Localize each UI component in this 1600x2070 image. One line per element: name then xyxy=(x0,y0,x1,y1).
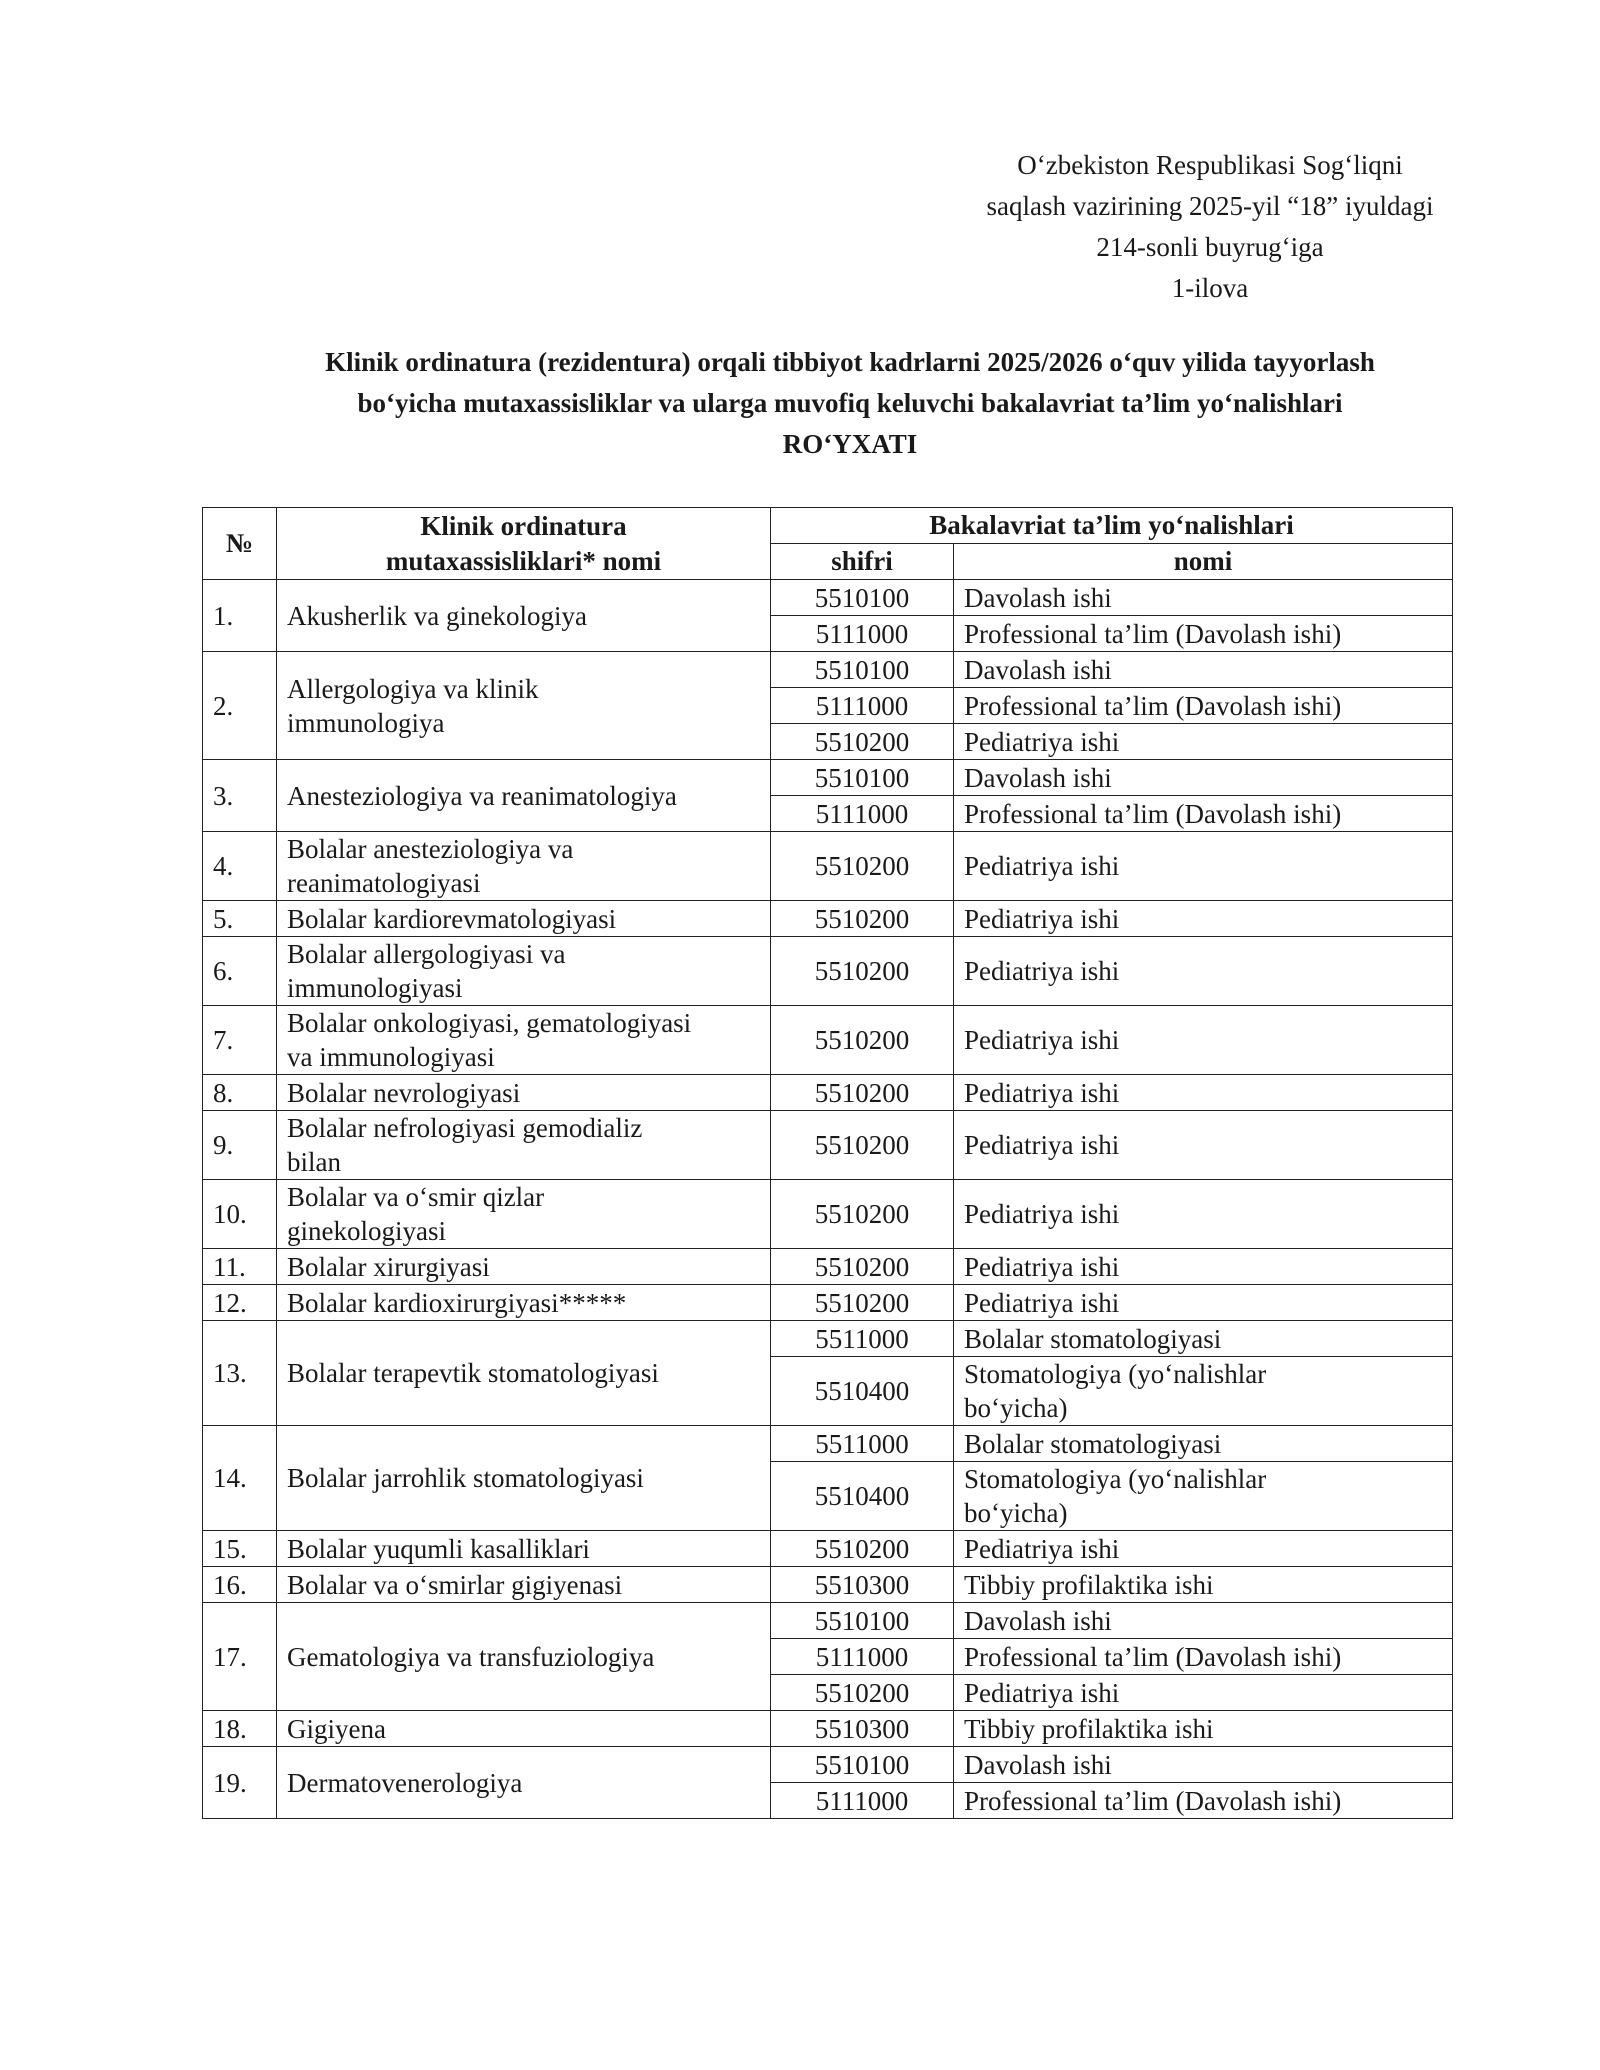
specialty-name: Bolalar xirurgiyasi xyxy=(277,1249,771,1285)
direction-code: 5510200 xyxy=(771,1180,954,1249)
direction-code: 5510200 xyxy=(771,1249,954,1285)
specialty-name-line: va immunologiyasi xyxy=(287,1042,495,1072)
direction-code: 5510200 xyxy=(771,1075,954,1111)
specialty-name: Akusherlik va ginekologiya xyxy=(277,580,771,652)
column-header-number: № xyxy=(203,508,277,580)
specialty-name: Bolalar jarrohlik stomatologiyasi xyxy=(277,1426,771,1531)
table-row xyxy=(203,1426,1453,1462)
row-number: 10. xyxy=(203,1180,277,1249)
specialty-name-line: immunologiya xyxy=(287,707,445,738)
direction-code: 5510100 xyxy=(771,652,954,688)
direction-code: 5510400 xyxy=(771,1462,954,1531)
direction-code: 5510200 xyxy=(771,724,954,760)
table-row xyxy=(203,1111,1453,1180)
column-header-name: nomi xyxy=(954,544,1453,580)
row-number: 15. xyxy=(203,1531,277,1567)
column-header-code: shifri xyxy=(771,544,954,580)
specialty-name-line: Allergologiya va klinik xyxy=(287,673,539,704)
specialty-name xyxy=(277,1006,771,1075)
direction-name: Pediatriya ishi xyxy=(954,901,1453,937)
specialty-name: Bolalar kardiorevmatologiyasi xyxy=(277,901,771,937)
row-number: 7. xyxy=(203,1006,277,1075)
column-header-specialty-line: Klinik ordinatura xyxy=(420,510,627,541)
row-number: 5. xyxy=(203,901,277,937)
direction-name: Pediatriya ishi xyxy=(954,1285,1453,1321)
specialty-name-line: Bolalar allergologiyasi va xyxy=(287,939,566,969)
specialty-name: Anesteziologiya va reanimatologiya xyxy=(277,760,771,832)
direction-name: Pediatriya ishi xyxy=(954,1111,1453,1180)
row-number: 6. xyxy=(203,937,277,1006)
order-reference-line: O‘zbekiston Respublikasi Sog‘liqni xyxy=(1017,150,1403,180)
specialty-name: Dermatovenerologiya xyxy=(277,1747,771,1819)
specialty-name: Gematologiya va transfuziologiya xyxy=(277,1603,771,1711)
direction-name: Professional ta’lim (Davolash ishi) xyxy=(954,1783,1453,1819)
table-row xyxy=(203,1285,1453,1321)
direction-name: Pediatriya ishi xyxy=(954,1075,1453,1111)
row-number: 1. xyxy=(203,580,277,652)
direction-name: Tibbiy profilaktika ishi xyxy=(954,1567,1453,1603)
direction-code: 5510200 xyxy=(771,937,954,1006)
specialty-name xyxy=(277,1180,771,1249)
table-header-row xyxy=(203,508,1453,544)
direction-code: 5111000 xyxy=(771,616,954,652)
document-title xyxy=(160,342,1540,465)
direction-code: 5510200 xyxy=(771,832,954,901)
direction-code: 5510100 xyxy=(771,580,954,616)
row-number: 9. xyxy=(203,1111,277,1180)
specialty-name-line: Bolalar nefrologiyasi gemodializ xyxy=(287,1113,643,1143)
direction-code: 5111000 xyxy=(771,1783,954,1819)
direction-code: 5510100 xyxy=(771,1603,954,1639)
title-line: Klinik ordinatura (rezidentura) orqali tibbiyot kadrlarni 2025/2026 o‘quv yilida tayyorlash xyxy=(325,347,1375,377)
specialty-name xyxy=(277,937,771,1006)
row-number: 16. xyxy=(203,1567,277,1603)
row-number: 2. xyxy=(203,652,277,760)
direction-name: Pediatriya ishi xyxy=(954,1675,1453,1711)
specialty-name-line: reanimatologiyasi xyxy=(287,868,481,898)
title-line: RO‘YXATI xyxy=(782,429,918,459)
row-number: 13. xyxy=(203,1321,277,1426)
direction-name: Davolash ishi xyxy=(954,1603,1453,1639)
direction-name: Bolalar stomatologiyasi xyxy=(954,1426,1453,1462)
direction-code: 5510200 xyxy=(771,1675,954,1711)
table-row xyxy=(203,832,1453,901)
direction-name-line: Stomatologiya (yo‘nalishlar xyxy=(964,1359,1267,1389)
specialty-name: Bolalar kardioxirurgiyasi***** xyxy=(277,1285,771,1321)
specialty-name: Bolalar yuqumli kasalliklari xyxy=(277,1531,771,1567)
column-header-specialty-line: mutaxassisliklari* nomi xyxy=(385,545,662,576)
table-row xyxy=(203,580,1453,616)
direction-name: Professional ta’lim (Davolash ishi) xyxy=(954,616,1453,652)
direction-name: Pediatriya ishi xyxy=(954,1531,1453,1567)
direction-code: 5111000 xyxy=(771,796,954,832)
row-number: 12. xyxy=(203,1285,277,1321)
direction-name: Pediatriya ishi xyxy=(954,1180,1453,1249)
specialty-name-line: Bolalar anesteziologiya va xyxy=(287,834,574,864)
direction-code: 5510200 xyxy=(771,1111,954,1180)
direction-code: 5510200 xyxy=(771,1531,954,1567)
table-row xyxy=(203,1531,1453,1567)
specialty-name xyxy=(277,1111,771,1180)
table-row xyxy=(203,1711,1453,1747)
direction-code: 5511000 xyxy=(771,1321,954,1357)
direction-code: 5510300 xyxy=(771,1711,954,1747)
row-number: 18. xyxy=(203,1711,277,1747)
table-row xyxy=(203,1180,1453,1249)
table-row xyxy=(203,652,1453,688)
direction-name: Davolash ishi xyxy=(954,1747,1453,1783)
direction-code: 5510100 xyxy=(771,760,954,796)
direction-name: Bolalar stomatologiyasi xyxy=(954,1321,1453,1357)
row-number: 8. xyxy=(203,1075,277,1111)
table-row xyxy=(203,1321,1453,1357)
direction-code: 5510400 xyxy=(771,1357,954,1426)
direction-name: Pediatriya ishi xyxy=(954,1006,1453,1075)
table-row xyxy=(203,1006,1453,1075)
specialty-name-line: immunologiyasi xyxy=(287,973,463,1003)
direction-code: 5510200 xyxy=(771,901,954,937)
direction-name xyxy=(954,1462,1453,1531)
direction-name: Davolash ishi xyxy=(954,580,1453,616)
specialty-name: Gigiyena xyxy=(277,1711,771,1747)
table-row xyxy=(203,760,1453,796)
direction-name-line: bo‘yicha) xyxy=(964,1498,1068,1528)
table-row xyxy=(203,1249,1453,1285)
specialty-name-line: ginekologiyasi xyxy=(287,1216,446,1246)
specialty-name: Bolalar terapevtik stomatologiyasi xyxy=(277,1321,771,1426)
direction-name: Professional ta’lim (Davolash ishi) xyxy=(954,688,1453,724)
row-number: 14. xyxy=(203,1426,277,1531)
order-reference-line: saqlash vazirining 2025-yil “18” iyuldagi xyxy=(986,191,1434,221)
specialty-name: Bolalar nevrologiyasi xyxy=(277,1075,771,1111)
direction-name: Professional ta’lim (Davolash ishi) xyxy=(954,796,1453,832)
table-row xyxy=(203,1567,1453,1603)
specialty-name-line: bilan xyxy=(287,1147,341,1177)
table-row xyxy=(203,901,1453,937)
direction-name: Professional ta’lim (Davolash ishi) xyxy=(954,1639,1453,1675)
row-number: 19. xyxy=(203,1747,277,1819)
direction-code: 5111000 xyxy=(771,1639,954,1675)
row-number: 3. xyxy=(203,760,277,832)
title-line: bo‘yicha mutaxassisliklar va ularga muvofiq keluvchi bakalavriat ta’lim yo‘nalishlari xyxy=(357,388,1343,418)
direction-name: Pediatriya ishi xyxy=(954,937,1453,1006)
direction-code: 5510300 xyxy=(771,1567,954,1603)
direction-name xyxy=(954,1357,1453,1426)
table-row xyxy=(203,1075,1453,1111)
appendix-number: 1-ilova xyxy=(1171,273,1249,303)
direction-name: Tibbiy profilaktika ishi xyxy=(954,1711,1453,1747)
specialty-name: Bolalar va o‘smirlar gigiyenasi xyxy=(277,1567,771,1603)
row-number: 4. xyxy=(203,832,277,901)
row-number: 17. xyxy=(203,1603,277,1711)
direction-name-line: Stomatologiya (yo‘nalishlar xyxy=(964,1464,1267,1494)
row-number: 11. xyxy=(203,1249,277,1285)
specialty-name xyxy=(277,652,771,760)
specialty-name-line: Bolalar onkologiyasi, gematologiyasi xyxy=(287,1008,692,1038)
table-row xyxy=(203,1603,1453,1639)
direction-code: 5510200 xyxy=(771,1285,954,1321)
direction-code: 5510100 xyxy=(771,1747,954,1783)
specialty-name xyxy=(277,832,771,901)
direction-name-line: bo‘yicha) xyxy=(964,1393,1068,1423)
specialties-table xyxy=(202,507,1453,1819)
specialty-name-line: Bolalar va o‘smir qizlar xyxy=(287,1182,545,1212)
direction-name: Pediatriya ishi xyxy=(954,832,1453,901)
direction-name: Davolash ishi xyxy=(954,760,1453,796)
direction-name: Pediatriya ishi xyxy=(954,1249,1453,1285)
table-row xyxy=(203,1747,1453,1783)
direction-code: 5511000 xyxy=(771,1426,954,1462)
table-row xyxy=(203,937,1453,1006)
direction-code: 5510200 xyxy=(771,1006,954,1075)
column-header-bachelor: Bakalavriat ta’lim yo‘nalishlari xyxy=(771,508,1453,544)
order-reference-line: 214-sonli buyrug‘iga xyxy=(1096,232,1324,262)
direction-name: Pediatriya ishi xyxy=(954,724,1453,760)
direction-code: 5111000 xyxy=(771,688,954,724)
column-header-specialty xyxy=(277,508,771,580)
direction-name: Davolash ishi xyxy=(954,652,1453,688)
order-reference-block xyxy=(900,145,1520,309)
